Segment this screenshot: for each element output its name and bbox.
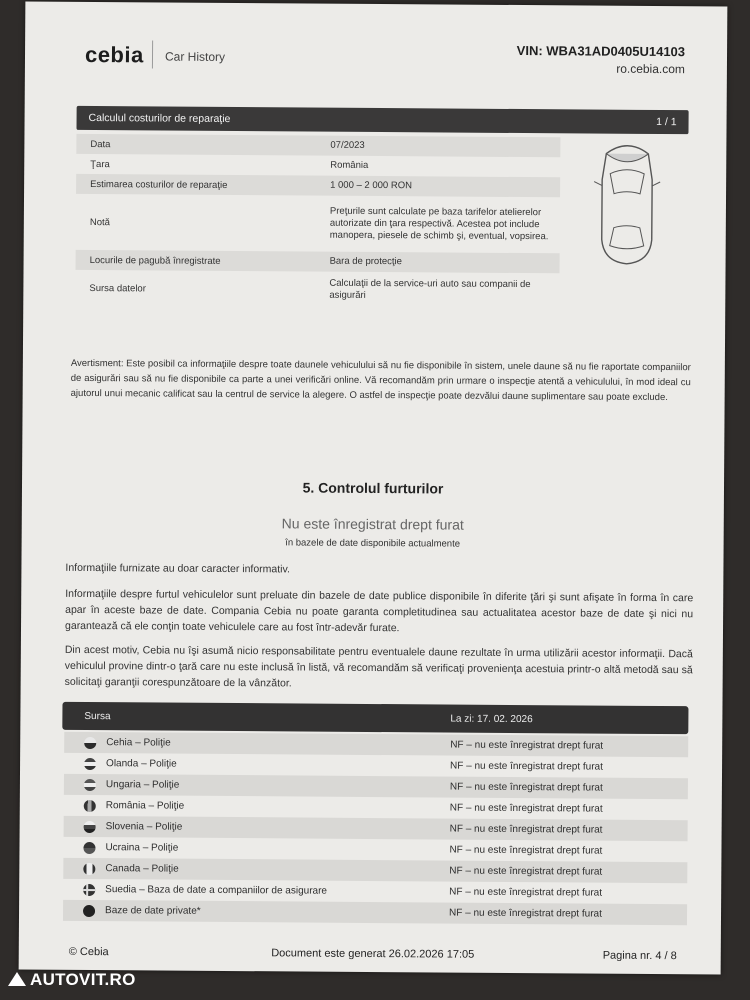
source-name: Canada – Poliţie [105,863,179,875]
ukraine-flag-icon [83,841,95,853]
source-name: Olanda – Poliţie [106,758,177,770]
vin-number: VIN: WBA31AD0405U14103 [516,42,686,60]
netherlands-flag-icon [84,757,96,769]
damage-warning: Avertisment: Este posibil ca informaţiile despre toate daunele vehiculului să nu fie disponibile în sistem, unele daune să nu fie raportate companiilor de asigurări sau să nu fie disponibile ca parte a unei verificări online. Vă recomandăm prin urmare o inspecţie atentă a vehiculului, în mod ideal cu ajutorul unui mecanic calificat sau la centrul de service la alegere. O astfel de inspecţie poate dezvălui daune suplimentare sau poate exclude. [70,357,691,404]
theft-status: Nu este înregistrat drept furat [281,515,464,533]
romania-flag-icon [84,799,96,811]
column-source: Sursa [84,710,111,722]
cebia-logo: cebia [84,41,144,68]
source-name: Baze de date private* [105,905,201,917]
row-key: Notă [89,216,110,228]
theft-result: NF – nu este înregistrat drept furat [449,844,603,857]
source-name: Slovenia – Poliţie [105,821,183,833]
theft-result: NF – nu este înregistrat drept furat [448,907,602,920]
logo-divider [152,40,153,68]
copyright: © Cebia [68,945,109,959]
source-name: Ungaria – Poliţie [105,779,180,791]
product-name: Car History [164,49,226,64]
autovit-watermark [8,970,136,990]
theft-status-note: în bazele de date disponibile actualmente [285,537,461,550]
private-database-icon [83,904,95,916]
theft-table-header [62,702,688,734]
source-name: Cehia – Poliţie [106,737,171,749]
page-number: Pagina nr. 4 / 8 [602,949,677,963]
row-key: Data [90,138,111,150]
table-row [75,270,559,309]
website: ro.cebia.com [616,61,685,77]
theft-result: NF – nu este înregistrat drept furat [449,865,603,878]
report-header [85,38,685,82]
source-name: Suedia – Baza de date a companiilor de asigurare [105,884,328,897]
row-key: Ţara [90,158,110,170]
theft-table [63,732,688,925]
info-paragraph: Informaţiile furnizate au doar caracter informativ. [65,561,290,576]
row-value: Bara de protecţie [329,255,402,268]
row-key: Locurile de pagubă înregistrate [89,254,221,267]
info-paragraph: Din acest motiv, Cebia nu îşi asumă nicio responsabilitate pentru eventualele daune rezultate în urma utilizării acestor informaţii. Dacă vehiculul provine dintr-o ţară care nu este inclusă în listă, vă recomandăm să verificaţi provenienţa acestuia printr-o altă metodă sau să solicitaţi garanţii corespunzătoare de la vânzător. [64,643,693,690]
row-value: 1 000 – 2 000 RON [330,179,413,192]
repair-table-title: Calculul costurilor de reparaţie [88,112,231,125]
theft-result: NF – nu este înregistrat drept furat [449,802,603,815]
row-value: România [330,159,369,171]
row-key: Estimarea costurilor de reparaţie [90,178,228,191]
row-value: 07/2023 [330,139,365,151]
document-page [19,2,728,975]
sweden-flag-icon [83,883,95,895]
theft-result: NF – nu este înregistrat drept furat [449,823,603,836]
row-key: Sursa datelor [89,282,146,294]
repair-table-header [76,106,688,134]
source-name: România – Poliţie [105,800,185,812]
repair-table [75,134,560,309]
table-row [63,900,687,925]
theft-result: NF – nu este înregistrat drept furat [449,781,603,794]
row-value: Calculaţii de la service-uri auto sau companii de asigurări [329,277,531,301]
column-date: La zi: 17. 02. 2026 [450,713,533,725]
page-footer [68,945,677,963]
section-title: 5. Controlul furturilor [302,479,444,497]
autovit-logo-icon [8,972,26,986]
row-value: Preţurile sunt calculate pe baza tarifelor atelierelor autorizate din ţara respectivă. Acestea pot include manopera, piesele de schimb şi, eventual, vopsirea. [329,205,549,243]
theft-result: NF – nu este înregistrat drept furat [450,739,604,752]
table-row [76,194,560,253]
generated-date: Document este generat 26.02.2026 17:05 [271,947,475,961]
info-paragraph: Informaţiile despre furtul vehiculelor sunt preluate din bazele de date publice disponibile în diferite ţări şi sunt afişate în forma în care apar în aceste baze de date. Compania Cebia nu poate garanta completitudinea sau actualitatea acestor baze de date şi nici nu garantează că ele conţin toate vehiculele care au fost într-adevăr furate. [64,587,694,635]
canada-flag-icon [83,862,95,874]
watermark-text: AUTOVIT.RO [30,970,136,989]
source-name: Ucraina – Poliţie [105,842,179,854]
hungary-flag-icon [84,778,96,790]
car-damage-diagram-icon [592,140,663,268]
theft-result: NF – nu este înregistrat drept furat [450,760,603,773]
czech-flag-icon [84,736,96,748]
theft-result: NF – nu este înregistrat drept furat [449,886,603,899]
slovenia-flag-icon [84,820,96,832]
repair-table-page: 1 / 1 [656,115,677,129]
